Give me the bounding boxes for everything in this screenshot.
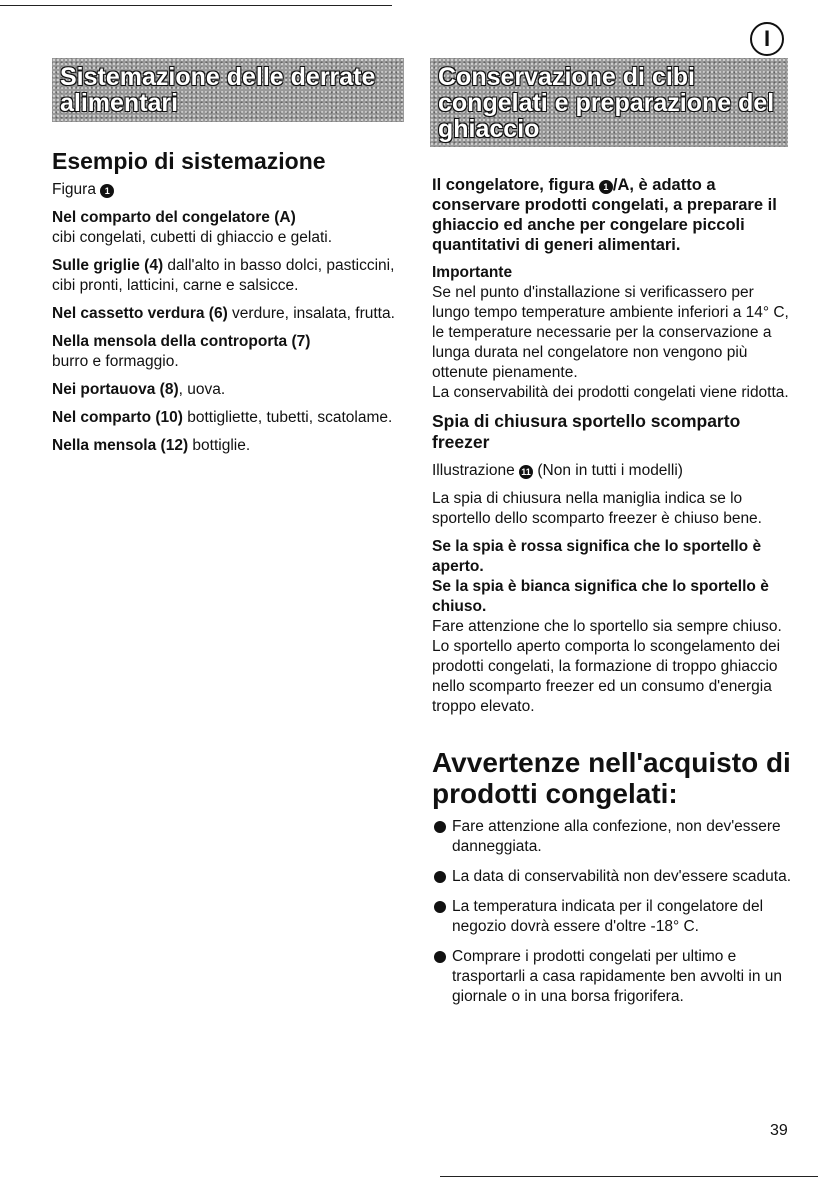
freezer-lead [432, 175, 792, 255]
item-text: , uova. [178, 381, 226, 398]
spia-red-bold: Se la spia è rossa significa che lo sportello è aperto. [432, 538, 762, 575]
item-comparto-10 [52, 408, 402, 428]
bullet-text: La temperatura indicata per il congelatore del negozio dovrà essere d'oltre -18° C. [452, 898, 764, 935]
list-item [432, 947, 792, 1007]
figure-number-icon: 1 [599, 180, 613, 194]
item-text: bottigliette, tubetti, scatolame. [182, 409, 393, 426]
bullet-icon [434, 951, 446, 963]
important-text: Se nel punto d'installazione si verificassero per lungo tempo temperature ambiente inferiori a 14° C, le temperature necessarie per la conservazione a lunga durata nel congelatore non vengono più ottenute pienamente. [432, 284, 789, 381]
illustration-label: Illustrazione [432, 462, 515, 479]
item-congelatore [52, 208, 402, 248]
left-column [52, 146, 402, 464]
item-mensola-12 [52, 436, 402, 456]
item-label: Nella mensola (12) [52, 437, 189, 454]
page-number: 39 [770, 1122, 788, 1139]
item-label: Nei portauova (8) [52, 381, 179, 398]
bullet-icon [434, 821, 446, 833]
bullet-icon [434, 901, 446, 913]
item-text: cibi congelati, cubetti di ghiaccio e gelati. [52, 229, 333, 246]
top-rule [0, 5, 392, 6]
illustration-number-icon: 11 [519, 465, 533, 479]
lead-text-start: Il congelatore, figura [432, 176, 599, 194]
item-text: burro e formaggio. [52, 353, 179, 370]
list-item [432, 897, 792, 937]
list-item [432, 867, 792, 887]
bullet-text: Comprare i prodotti congelati per ultimo e trasportarli a casa rapidamente ben avvolti in un giornale o in una borsa frigorifera. [452, 948, 782, 1005]
bullet-text: La data di conservabilità non dev'essere scaduta. [452, 868, 792, 885]
bullet-icon [434, 871, 446, 883]
attention-text: Fare attenzione che lo sportello sia sempre chiuso. Lo sportello aperto comporta lo scongelamento dei prodotti congelati, la formazione di troppo ghiaccio nello scomparto freezer ed un consumo d'energia troppo elevato. [432, 618, 782, 715]
right-column [432, 175, 792, 1017]
item-label: Nel comparto (10) [52, 409, 183, 426]
illustration-note: (Non in tutti i modelli) [537, 462, 683, 479]
figure-number-icon: 1 [100, 184, 114, 198]
heading-spia: Spia di chiusura sportello scomparto freezer [432, 411, 741, 452]
item-portauova [52, 380, 402, 400]
bottom-rule [440, 1176, 818, 1177]
heading-esempio: Esempio di sistemazione [52, 148, 326, 174]
item-mensola-controporta [52, 332, 402, 372]
heading-avvertenze: Avvertenze nell'acquisto di prodotti congelati: [432, 747, 791, 809]
item-label: Nel cassetto verdura (6) [52, 305, 228, 322]
item-text: bottiglie. [188, 437, 251, 454]
language-badge: I [750, 22, 784, 56]
illustration-ref [432, 461, 792, 481]
important-note [432, 263, 792, 383]
warnings-list [432, 817, 792, 1007]
item-text: verdure, insalata, frutta. [227, 305, 395, 322]
item-griglie [52, 256, 402, 296]
conservability-text: La conservabilità dei prodotti congelati viene ridotta. [432, 384, 789, 401]
spia-red-text [432, 537, 792, 577]
spia-white-text [432, 577, 792, 617]
list-item [432, 817, 792, 857]
banner-sistemazione: Sistemazione delle derrate alimentari [52, 58, 404, 122]
banner-conservazione: Conservazione di cibi congelati e preparazione del ghiaccio [430, 58, 788, 147]
spia-white-bold: Se la spia è bianca significa che lo sportello è chiuso. [432, 578, 769, 615]
item-cassetto-verdura [52, 304, 402, 324]
item-text: dall'alto in basso dolci, pasticcini, cibi pronti, latticini, carne e salsicce. [52, 257, 395, 294]
item-label: Sulle griglie (4) [52, 257, 164, 274]
item-label: Nel comparto del congelatore (A) [52, 209, 296, 226]
figure-ref [52, 180, 402, 200]
lead-text-end: /A, è adatto a conservare prodotti congelati, a preparare il ghiaccio ed anche per congelare piccoli quantitativi di generi alimentari. [432, 176, 777, 254]
important-label: Importante [432, 264, 513, 281]
item-label: Nella mensola della controporta (7) [52, 333, 311, 350]
figure-label: Figura [52, 181, 96, 198]
spia-text: La spia di chiusura nella maniglia indica se lo sportello dello scomparto freezer è chiuso bene. [432, 490, 762, 527]
bullet-text: Fare attenzione alla confezione, non dev'essere danneggiata. [452, 818, 781, 855]
